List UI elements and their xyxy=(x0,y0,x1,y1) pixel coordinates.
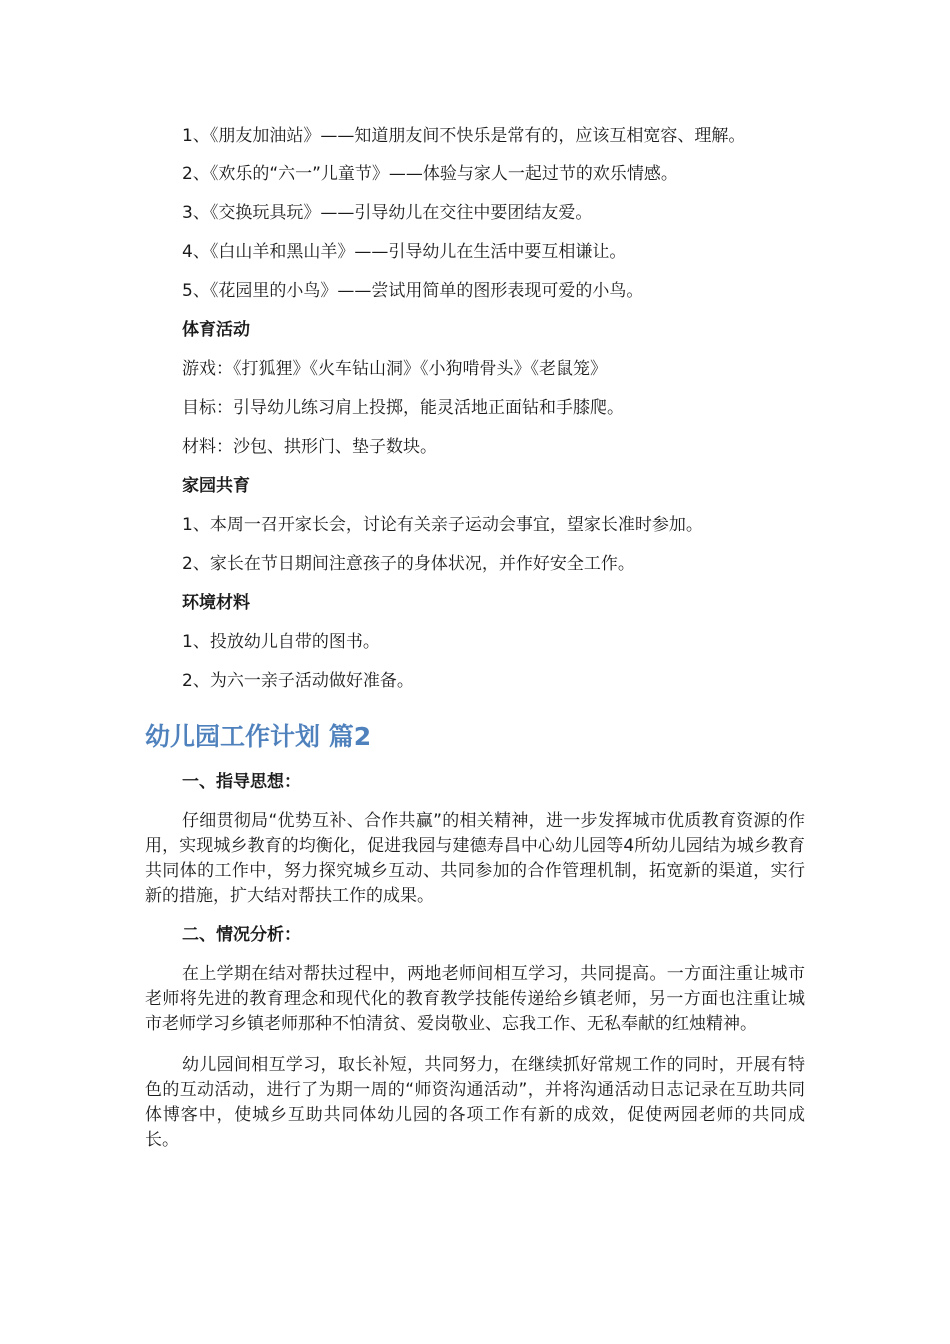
environment-item-2: 2、为六一亲子活动做好准备。 xyxy=(182,671,414,691)
activity-item-2: 2、《欢乐的“六一”儿童节》——体验与家人一起过节的欢乐情感。 xyxy=(182,164,678,184)
activity-item-3: 3、《交换玩具玩》——引导幼儿在交往中要团结友爱。 xyxy=(182,203,593,223)
environment-heading: 环境材料 xyxy=(182,593,250,613)
section-2-title: 幼儿园工作计划 篇2 xyxy=(145,722,372,751)
environment-item-1: 1、投放幼儿自带的图书。 xyxy=(182,632,380,652)
sports-games: 游戏：《打狐狸》《火车钻山洞》《小狗啃骨头》《老鼠笼》 xyxy=(182,359,607,379)
analysis-heading: 二、情况分析： xyxy=(182,925,301,945)
analysis-paragraph-1: 在上学期在结对帮扶过程中，两地老师间相互学习，共同提高。一方面注重让城市老师将先进的教育理念和现代化的教育教学技能传递给乡镇老师，另一方面也注重让城市老师学习乡镇老师那种不怕清贫、爱岗敬业、忘我工作、无私奉献的红烛精神。 xyxy=(145,964,805,1034)
home-item-2: 2、家长在节日期间注意孩子的身体状况，并作好安全工作。 xyxy=(182,554,635,574)
sports-goal: 目标：引导幼儿练习肩上投掷，能灵活地正面钻和手膝爬。 xyxy=(182,398,624,418)
activity-item-4: 4、《白山羊和黑山羊》——引导幼儿在生活中要互相谦让。 xyxy=(182,242,627,262)
guide-paragraph: 仔细贯彻局“优势互补、合作共赢”的相关精神，进一步发挥城市优质教育资源的作用，实现城乡教育的均衡化，促进我园与建德寿昌中心幼儿园等4所幼儿园结为城乡教育共同体的工作中，努力探究城乡互动、共同参加的合作管理机制，拓宽新的渠道，实行新的措施，扩大结对帮扶工作的成果。 xyxy=(145,811,805,906)
home-heading: 家园共育 xyxy=(182,476,250,496)
document-body xyxy=(145,124,805,1167)
activity-item-1: 1、《朋友加油站》——知道朋友间不快乐是常有的，应该互相宽容、理解。 xyxy=(182,126,746,146)
analysis-paragraph-2: 幼儿园间相互学习，取长补短，共同努力，在继续抓好常规工作的同时，开展有特色的互动活动，进行了为期一周的“师资沟通活动”，并将沟通活动日志记录在互助共同体博客中，使城乡互助共同体幼儿园的各项工作有新的成效，促使两园老师的共同成长。 xyxy=(145,1055,805,1150)
sports-heading: 体育活动 xyxy=(182,320,250,340)
sports-materials: 材料：沙包、拱形门、垫子数块。 xyxy=(182,437,437,457)
guide-heading: 一、指导思想： xyxy=(182,772,301,792)
home-item-1: 1、本周一召开家长会，讨论有关亲子运动会事宜，望家长准时参加。 xyxy=(182,515,703,535)
activity-item-5: 5、《花园里的小鸟》——尝试用简单的图形表现可爱的小鸟。 xyxy=(182,281,644,301)
